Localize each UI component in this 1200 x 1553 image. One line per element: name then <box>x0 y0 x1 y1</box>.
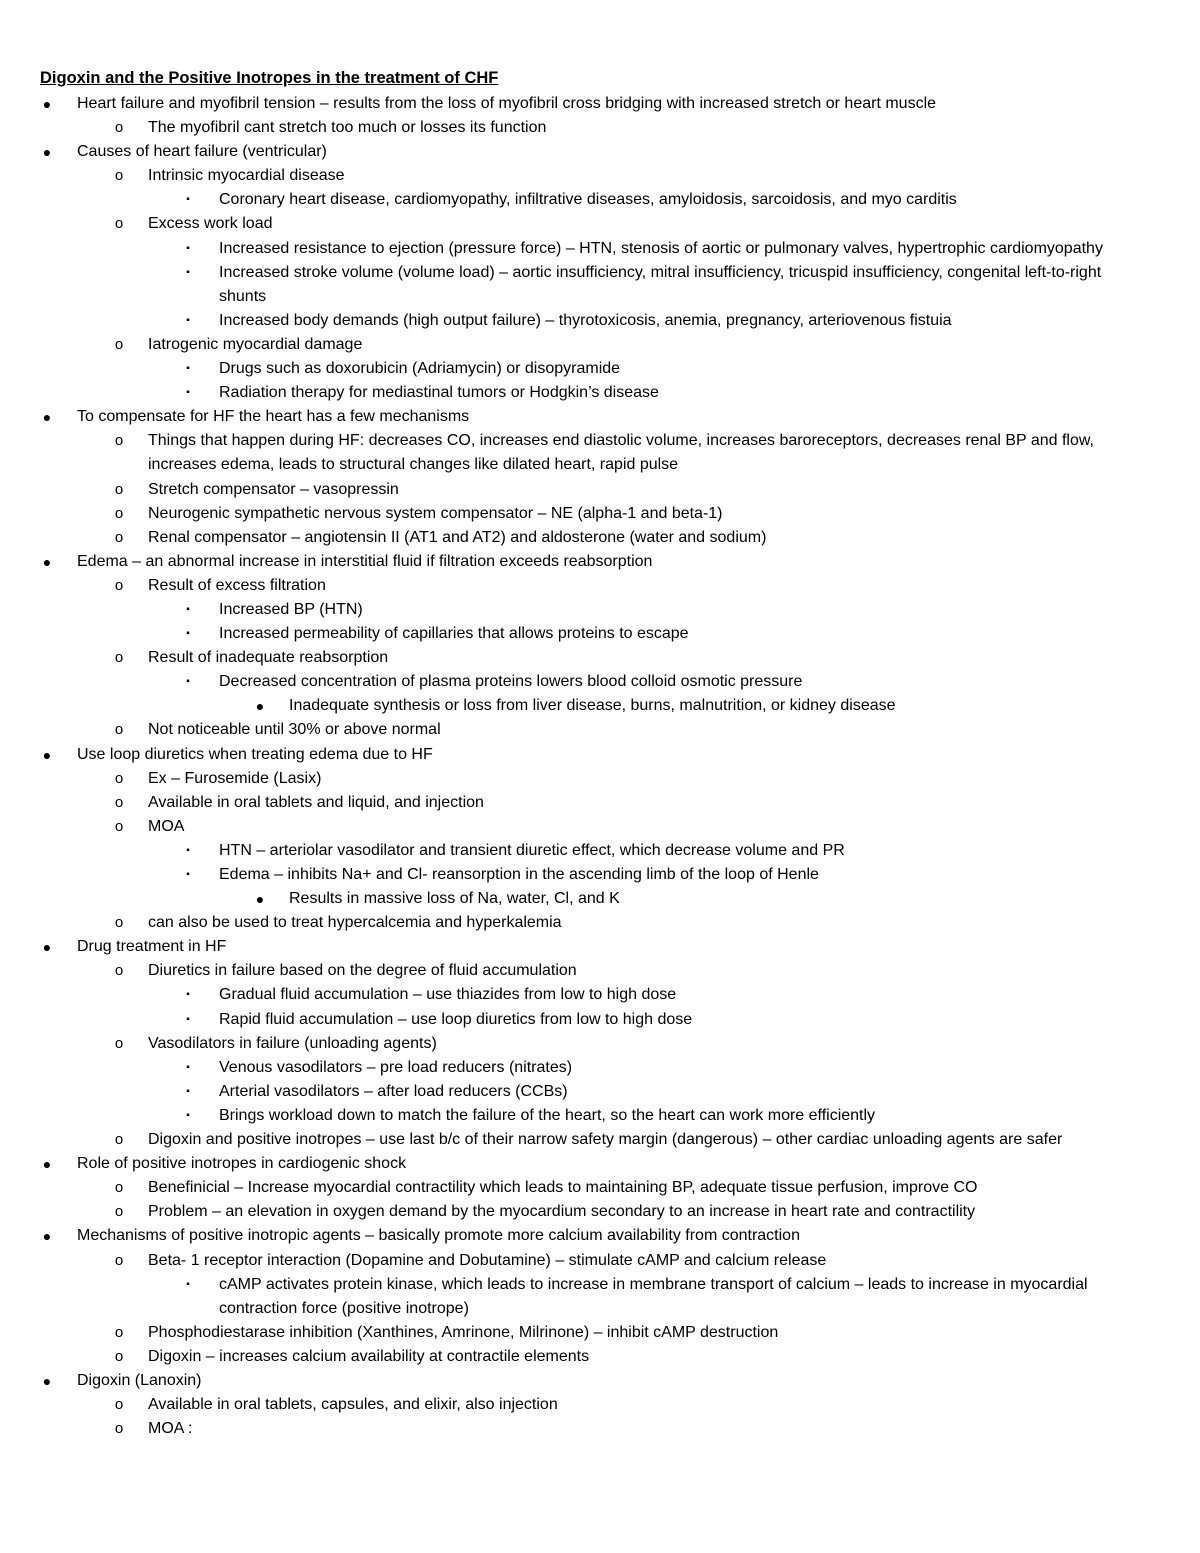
bullet-icon: o <box>114 504 124 522</box>
bullet-icon: o <box>114 1251 124 1269</box>
list-item-text: Digoxin (Lanoxin) <box>77 1371 202 1389</box>
bullet-icon: ● <box>42 939 52 956</box>
bullet-icon: ● <box>42 409 52 426</box>
list-item-level-3 <box>0 1008 1200 1032</box>
list-item-level-2 <box>0 164 1200 188</box>
bullet-icon: ▪ <box>186 1278 190 1290</box>
list-item-text: Iatrogenic myocardial damage <box>148 335 363 353</box>
list-item-text: Heart failure and myofibril tension – results from the loss of myofibril cross bridging with increased stretch or heart muscle <box>77 95 937 112</box>
list-item-level-3 <box>0 983 1200 1007</box>
list-item-level-1 <box>0 743 1200 767</box>
list-item-level-2 <box>0 959 1200 983</box>
list-item-level-3 <box>0 357 1200 381</box>
list-item-level-2 <box>0 1417 1200 1441</box>
bullet-icon: ▪ <box>186 869 190 880</box>
list-item-level-2 <box>0 116 1200 140</box>
list-item-level-3 <box>0 863 1200 887</box>
list-item-text: Benefinicial – Increase myocardial contractility which leads to maintaining BP, adequate tissue perfusion, improve CO <box>148 1179 978 1197</box>
list-item-level-1 <box>0 405 1200 429</box>
list-item-text: Intrinsic myocardial disease <box>148 167 345 185</box>
bullet-icon: ● <box>255 891 265 908</box>
list-item-text: MOA <box>148 817 185 835</box>
list-item-level-3 <box>0 598 1200 622</box>
list-item-text: Renal compensator – angiotensin II (AT1 and AT2) and aldosterone (water and sodium) <box>148 528 767 546</box>
bullet-icon: o <box>114 769 124 787</box>
list-item-text: Digoxin – increases calcium availability at contractile elements <box>148 1347 590 1365</box>
list-item-level-2 <box>0 646 1200 670</box>
bullet-icon: o <box>114 528 124 546</box>
list-item-level-3 <box>0 381 1200 405</box>
list-item-text: Rapid fluid accumulation – use loop diuretics from low to high dose <box>219 1010 693 1028</box>
list-item-level-2 <box>0 791 1200 815</box>
list-item-level-2 <box>0 1321 1200 1345</box>
bullet-icon: o <box>114 793 124 811</box>
list-item-text: Brings workload down to match the failure of the heart, so the heart can work more efficiently <box>219 1106 876 1124</box>
list-item-level-2 <box>0 333 1200 357</box>
bullet-icon: o <box>114 1034 124 1052</box>
list-item-level-4 <box>0 694 1200 718</box>
list-item-text: MOA : <box>148 1420 193 1438</box>
bullet-icon: ● <box>42 1228 52 1245</box>
list-item-text: Increased BP (HTN) <box>219 600 363 618</box>
list-item-level-2 <box>0 1249 1200 1273</box>
list-item-level-2 <box>0 429 1200 477</box>
list-item-text: Digoxin and positive inotropes – use last b/c of their narrow safety margin (dangerous) – other cardiac unloading agents are safer <box>148 1131 1063 1149</box>
list-item-level-2 <box>0 718 1200 742</box>
bullet-icon: ▪ <box>186 989 190 1001</box>
list-item-text: Causes of heart failure (ventricular) <box>77 143 327 161</box>
list-item-level-3 <box>0 622 1200 646</box>
bullet-icon: o <box>114 721 124 739</box>
bullet-icon: ▪ <box>186 628 190 640</box>
list-item-level-1 <box>0 140 1200 164</box>
list-item-text: Result of excess filtration <box>148 576 326 594</box>
bullet-icon: ● <box>42 1156 52 1173</box>
bullet-icon: o <box>114 914 124 932</box>
list-item-level-4 <box>0 887 1200 911</box>
list-item-text: Role of positive inotropes in cardiogenic shock <box>77 1155 407 1173</box>
bullet-icon: ▪ <box>186 363 190 375</box>
list-item-text: Increased resistance to ejection (pressure force) – HTN, stenosis of aortic or pulmonary valves, hypertrophic cardiomyopathy <box>219 239 1103 257</box>
bullet-icon: o <box>114 576 124 594</box>
list-item-level-3 <box>0 670 1200 694</box>
list-item-level-3 <box>0 1273 1200 1321</box>
bullet-icon: ▪ <box>186 242 190 254</box>
bullet-icon: ● <box>42 746 52 763</box>
list-item-text: Beta- 1 receptor interaction (Dopamine and Dobutamine) – stimulate cAMP and calcium release <box>148 1251 827 1269</box>
bullet-icon: ▪ <box>186 1013 190 1025</box>
list-item-text: Vasodilators in failure (unloading agents) <box>148 1034 437 1052</box>
bullet-icon: o <box>114 962 124 980</box>
list-item-text: Stretch compensator – vasopressin <box>148 480 399 498</box>
bullet-icon: ▪ <box>186 844 190 856</box>
list-item-text: Increased permeability of capillaries that allows proteins to escape <box>219 625 689 643</box>
list-item-level-3 <box>0 1104 1200 1128</box>
bullet-icon: o <box>114 432 124 450</box>
list-item-level-2 <box>0 1176 1200 1200</box>
list-item-text: Results in massive loss of Na, water, Cl, and K <box>289 890 620 908</box>
list-item-level-3 <box>0 309 1200 333</box>
list-item-text: Drugs such as doxorubicin (Adriamycin) or disopyramide <box>219 360 621 378</box>
bullet-icon: ▪ <box>186 603 190 615</box>
list-item-level-1 <box>0 1152 1200 1176</box>
bullet-icon: ▪ <box>186 266 190 278</box>
list-item-text: Increased stroke volume (volume load) – aortic insufficiency, mitral insufficiency, tricuspid insufficiency, congenital left-to-right shunts <box>219 263 1102 305</box>
list-item-text: Coronary heart disease, cardiomyopathy, infiltrative diseases, amyloidosis, sarcoidosis, and myo carditis <box>219 191 957 209</box>
list-item-level-2 <box>0 1345 1200 1369</box>
bullet-icon: o <box>114 215 124 233</box>
list-item-text: Radiation therapy for mediastinal tumors or Hodgkin’s disease <box>219 384 659 402</box>
list-item-text: Inadequate synthesis or loss from liver disease, burns, malnutrition, or kidney disease <box>289 697 896 715</box>
outline-list <box>0 92 1200 1441</box>
list-item-text: Venous vasodilators – pre load reducers (nitrates) <box>219 1058 573 1076</box>
list-item-level-2 <box>0 1128 1200 1152</box>
bullet-icon: o <box>114 1179 124 1197</box>
list-item-level-2 <box>0 815 1200 839</box>
bullet-icon: o <box>114 119 124 137</box>
list-item-text: The myofibril cant stretch too much or losses its function <box>148 119 547 137</box>
bullet-icon: o <box>114 1203 124 1221</box>
list-item-text: Arterial vasodilators – after load reducers (CCBs) <box>219 1082 568 1100</box>
bullet-icon: ● <box>255 698 265 715</box>
list-item-text: To compensate for HF the heart has a few mechanisms <box>77 408 470 426</box>
list-item-level-2 <box>0 1393 1200 1417</box>
list-item-level-1 <box>0 1369 1200 1393</box>
bullet-icon: o <box>114 1323 124 1341</box>
list-item-text: Increased body demands (high output failure) – thyrotoxicosis, anemia, pregnancy, arteriovenous fistuia <box>219 311 952 329</box>
list-item-text: Neurogenic sympathetic nervous system compensator – NE (alpha-1 and beta-1) <box>148 504 723 522</box>
list-item-text: Problem – an elevation in oxygen demand by the myocardium secondary to an increase in heart rate and contractility <box>148 1203 976 1221</box>
list-item-level-3 <box>0 1080 1200 1104</box>
list-item-level-2 <box>0 574 1200 598</box>
bullet-icon: o <box>114 480 124 498</box>
bullet-icon: ▪ <box>186 1085 190 1097</box>
bullet-icon: o <box>114 167 124 185</box>
list-item-text: Result of inadequate reabsorption <box>148 649 389 667</box>
bullet-icon: ▪ <box>186 194 190 206</box>
bullet-icon: ● <box>42 1372 52 1389</box>
list-item-text: Edema – inhibits Na+ and Cl- reansorption in the ascending limb of the loop of Henle <box>219 866 819 883</box>
list-item-text: Gradual fluid accumulation – use thiazides from low to high dose <box>219 986 677 1004</box>
bullet-icon: ▪ <box>186 676 190 688</box>
list-item-level-2 <box>0 526 1200 550</box>
list-item-level-2 <box>0 1200 1200 1224</box>
bullet-icon: ● <box>42 144 52 161</box>
bullet-icon: o <box>114 1396 124 1414</box>
list-item-level-2 <box>0 1032 1200 1056</box>
list-item-text: HTN – arteriolar vasodilator and transient diuretic effect, which decrease volume and PR <box>219 841 845 859</box>
list-item-level-2 <box>0 212 1200 236</box>
list-item-text: Drug treatment in HF <box>77 938 227 956</box>
bullet-icon: o <box>114 335 124 353</box>
bullet-icon: ● <box>42 553 52 570</box>
list-item-text: cAMP activates protein kinase, which leads to increase in membrane transport of calcium – leads to increase in myocardial contraction force (positive inotrope) <box>219 1275 1088 1317</box>
bullet-icon: ▪ <box>186 314 190 326</box>
list-item-text: Not noticeable until 30% or above normal <box>148 721 441 739</box>
list-item-text: Phosphodiestarase inhibition (Xanthines, Amrinone, Milrinone) – inhibit cAMP destruction <box>148 1323 779 1341</box>
bullet-icon: ● <box>42 96 52 112</box>
list-item-level-3 <box>0 261 1200 309</box>
bullet-icon: o <box>114 817 124 835</box>
list-item-text: Use loop diuretics when treating edema due to HF <box>77 745 433 763</box>
list-item-level-3 <box>0 839 1200 863</box>
list-item-text: Excess work load <box>148 215 273 233</box>
list-item-level-1 <box>0 92 1200 116</box>
list-item-text: Edema – an abnormal increase in interstitial fluid if filtration exceeds reabsorption <box>77 552 653 570</box>
list-item-level-1 <box>0 935 1200 959</box>
bullet-icon: o <box>114 1131 124 1149</box>
list-item-level-2 <box>0 478 1200 502</box>
bullet-icon: o <box>114 649 124 667</box>
list-item-text: Things that happen during HF: decreases CO, increases end diastolic volume, increases baroreceptors, decreases renal BP and flow, increases edema, leads to structural changes like dilated heart, rapid pulse <box>148 432 1094 474</box>
bullet-icon: ▪ <box>186 1109 190 1121</box>
list-item-text: Diuretics in failure based on the degree of fluid accumulation <box>148 962 577 980</box>
bullet-icon: o <box>114 1420 124 1438</box>
list-item-text: Available in oral tablets and liquid, and injection <box>148 793 484 811</box>
list-item-level-2 <box>0 502 1200 526</box>
list-item-text: Decreased concentration of plasma proteins lowers blood colloid osmotic pressure <box>219 673 803 691</box>
list-item-level-3 <box>0 188 1200 212</box>
list-item-text: Available in oral tablets, capsules, and elixir, also injection <box>148 1396 558 1414</box>
page-title: Digoxin and the Positive Inotropes in the treatment of CHF <box>40 69 499 87</box>
list-item-level-3 <box>0 237 1200 261</box>
list-item-text: Mechanisms of positive inotropic agents – basically promote more calcium availability from contraction <box>77 1227 800 1245</box>
list-item-level-2 <box>0 911 1200 935</box>
list-item-level-2 <box>0 767 1200 791</box>
list-item-level-3 <box>0 1056 1200 1080</box>
list-item-level-1 <box>0 1224 1200 1248</box>
list-item-level-1 <box>0 550 1200 574</box>
list-item-text: Ex – Furosemide (Lasix) <box>148 769 322 787</box>
bullet-icon: ▪ <box>186 387 190 399</box>
bullet-icon: ▪ <box>186 1061 190 1073</box>
list-item-text: can also be used to treat hypercalcemia and hyperkalemia <box>148 914 562 932</box>
bullet-icon: o <box>114 1347 124 1365</box>
